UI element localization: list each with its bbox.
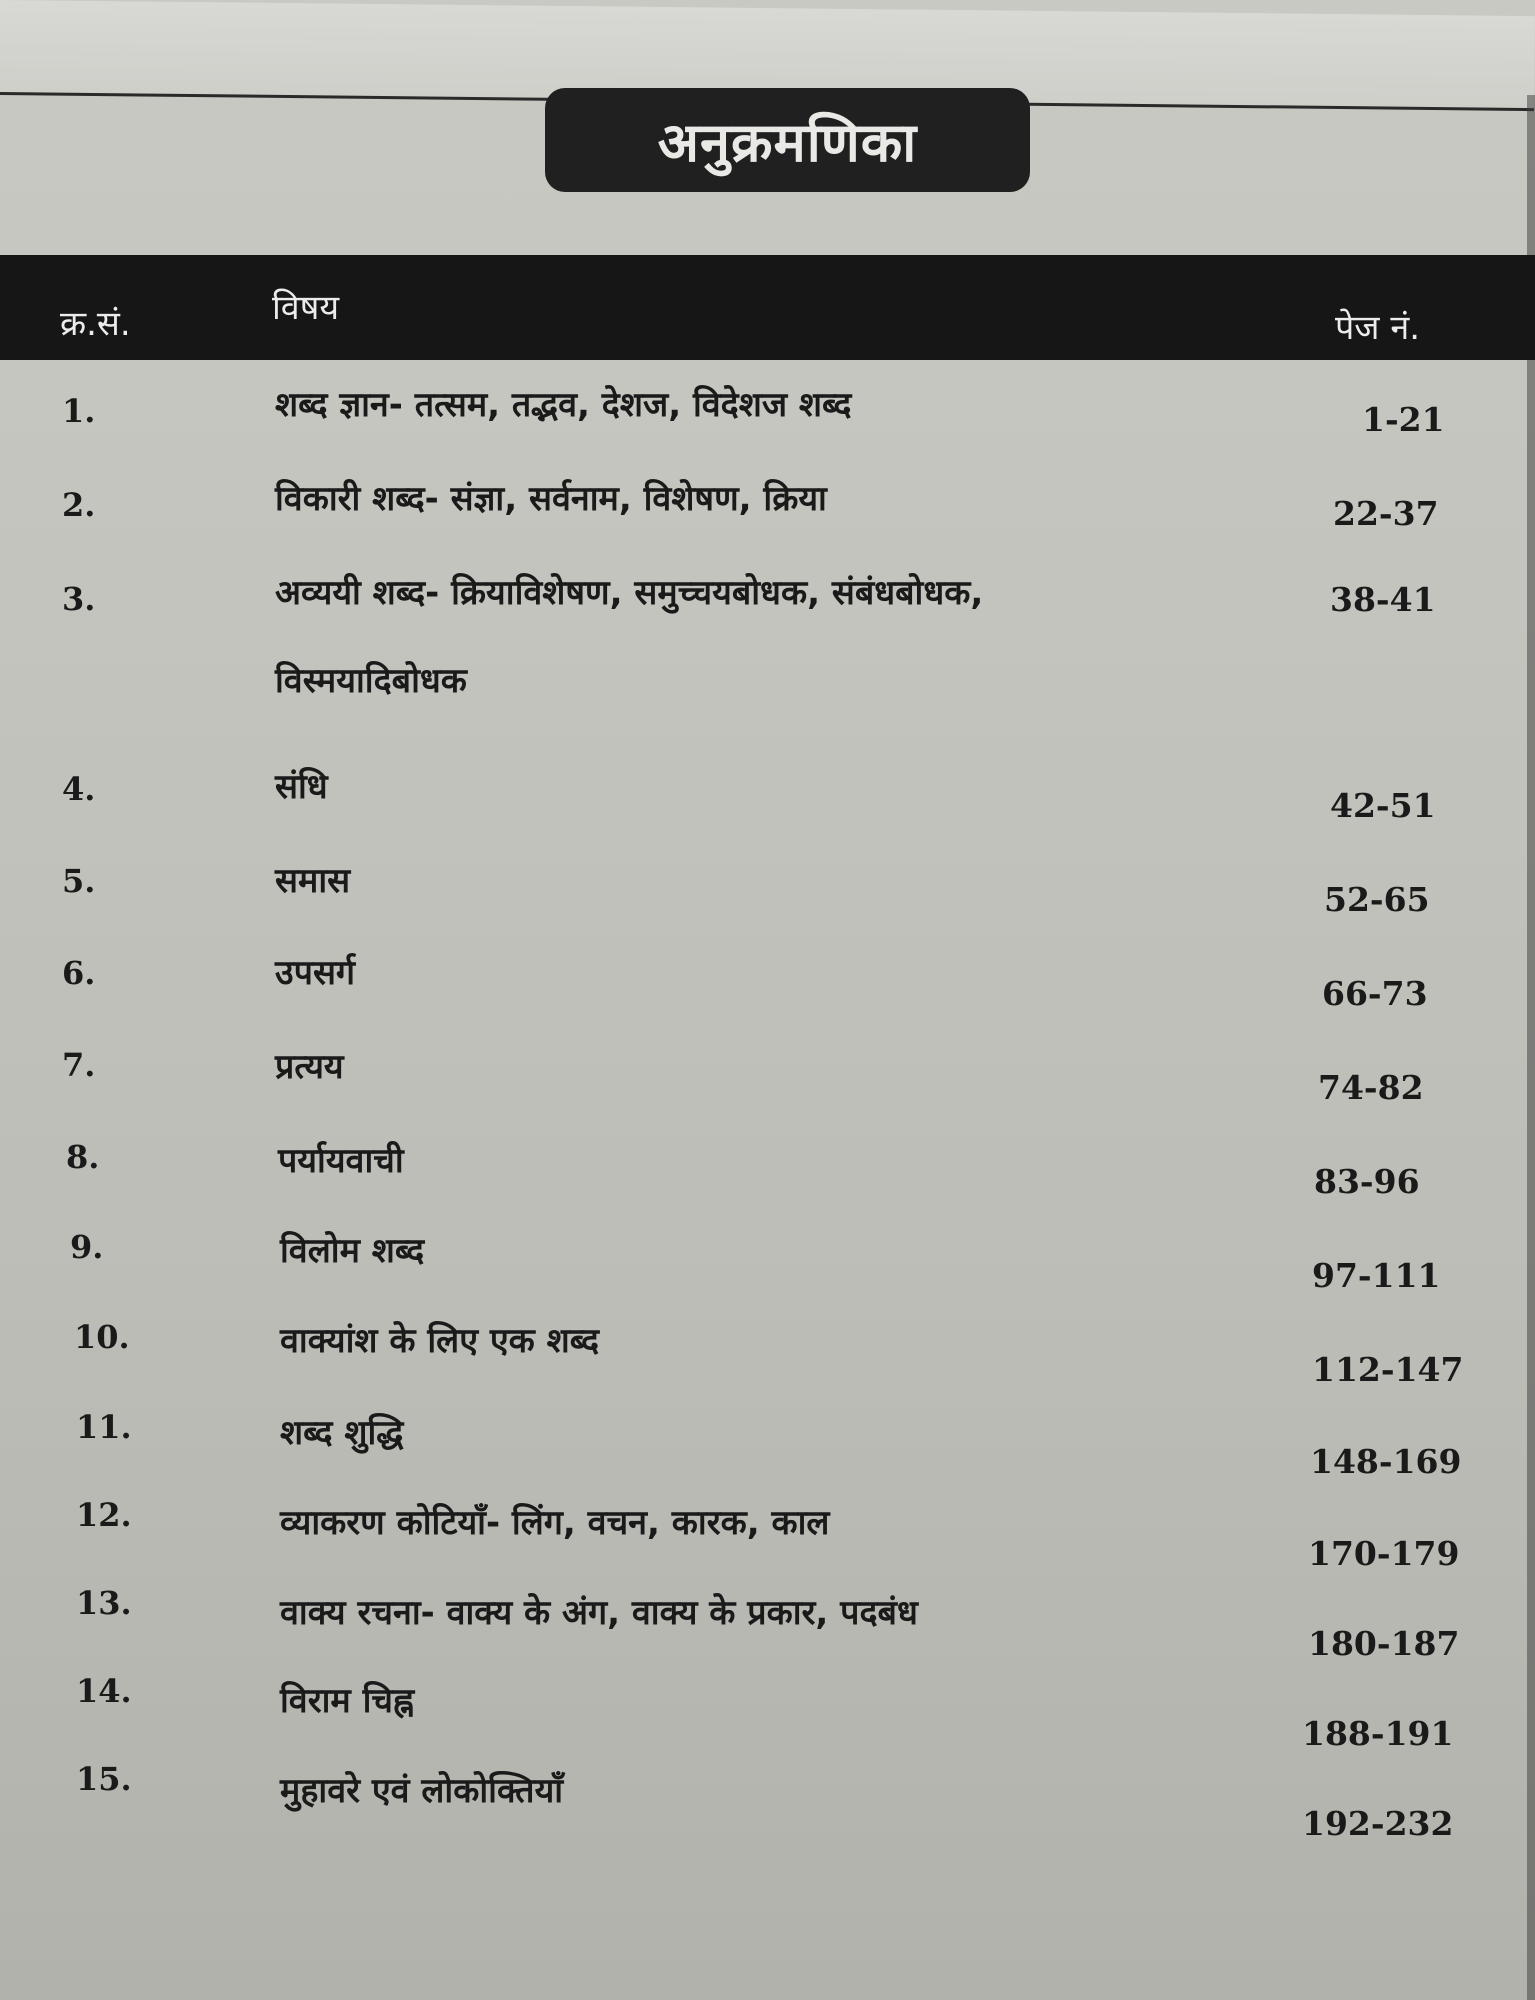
row-subject: अव्ययी शब्द- क्रियाविशेषण, समुच्चयबोधक, संबंधबोधक,: [275, 573, 984, 613]
table-row: [0, 767, 1535, 830]
row-pages: 112-147: [1312, 1350, 1464, 1389]
table-row: [0, 1496, 1535, 1573]
row-pages: 74-82: [1318, 1068, 1424, 1107]
row-serial: 12.: [76, 1496, 132, 1534]
row-serial: 14.: [76, 1672, 132, 1710]
table-row: [0, 1408, 1535, 1481]
table-row: [0, 1760, 1535, 1843]
row-serial: 8.: [66, 1138, 100, 1176]
row-pages: 66-73: [1322, 974, 1428, 1013]
table-header: [0, 255, 1535, 360]
row-pages: 170-179: [1308, 1534, 1460, 1573]
row-serial: 4.: [62, 770, 96, 808]
row-pages: 38-41: [1330, 580, 1436, 619]
row-pages: 148-169: [1310, 1442, 1462, 1481]
table-row: [0, 573, 1535, 701]
row-subject: व्याकरण कोटियाँ- लिंग, वचन, कारक, काल: [280, 1503, 830, 1543]
row-serial: 1.: [62, 392, 96, 430]
row-subject-continued: विस्मयादिबोधक: [275, 661, 467, 701]
table-row: [0, 1672, 1535, 1753]
row-subject: संधि: [275, 767, 328, 807]
row-serial: 7.: [62, 1046, 96, 1084]
header-subject: विषय: [272, 288, 340, 328]
row-pages: 188-191: [1302, 1714, 1454, 1753]
row-subject: विराम चिह्न: [280, 1681, 415, 1721]
row-serial: 11.: [76, 1408, 132, 1446]
table-row: [0, 1318, 1535, 1389]
row-pages: 22-37: [1333, 494, 1439, 533]
row-subject: विकारी शब्द- संज्ञा, सर्वनाम, विशेषण, क्रिया: [275, 479, 827, 519]
row-subject: शब्द शुद्धि: [280, 1413, 404, 1453]
table-row: [0, 954, 1535, 1014]
table-row: [0, 1138, 1535, 1201]
table-row: [0, 479, 1535, 546]
header-serial: क्र.सं.: [60, 304, 131, 344]
row-pages: 97-111: [1312, 1256, 1441, 1295]
row-serial: 15.: [76, 1760, 132, 1798]
row-serial: 5.: [62, 862, 96, 900]
row-subject: मुहावरे एवं लोकोक्तियाँ: [280, 1771, 564, 1811]
row-pages: 42-51: [1330, 786, 1436, 825]
table-row: [0, 385, 1535, 452]
row-serial: 3.: [62, 580, 96, 618]
title-banner: [545, 88, 1030, 192]
row-pages: 83-96: [1314, 1162, 1420, 1201]
table-row: [0, 1584, 1535, 1663]
row-pages: 192-232: [1302, 1804, 1454, 1843]
row-serial: 2.: [62, 486, 96, 524]
row-subject: वाक्यांश के लिए एक शब्द: [280, 1321, 600, 1361]
row-serial: 13.: [76, 1584, 132, 1622]
table-row: [0, 1046, 1535, 1106]
row-subject: समास: [275, 861, 351, 901]
table-row: [0, 1228, 1535, 1295]
row-pages: 1-21: [1362, 400, 1445, 439]
row-subject: पर्यायवाची: [278, 1141, 404, 1181]
row-serial: 10.: [74, 1318, 130, 1356]
header-page-number: पेज नं.: [1335, 308, 1421, 348]
page-title: अनुक्रमणिका: [657, 111, 918, 174]
row-serial: 6.: [62, 954, 96, 992]
row-serial: 9.: [70, 1228, 104, 1266]
row-pages: 52-65: [1324, 880, 1430, 919]
row-subject: वाक्य रचना- वाक्य के अंग, वाक्य के प्रकार, पदबंध: [280, 1593, 918, 1633]
row-subject: शब्द ज्ञान- तत्सम, तद्भव, देशज, विदेशज शब्द: [275, 385, 852, 425]
row-subject: विलोम शब्द: [280, 1231, 425, 1271]
row-pages: 180-187: [1308, 1624, 1460, 1663]
row-subject: उपसर्ग: [275, 953, 356, 993]
row-subject: प्रत्यय: [275, 1047, 344, 1087]
table-row: [0, 862, 1535, 922]
